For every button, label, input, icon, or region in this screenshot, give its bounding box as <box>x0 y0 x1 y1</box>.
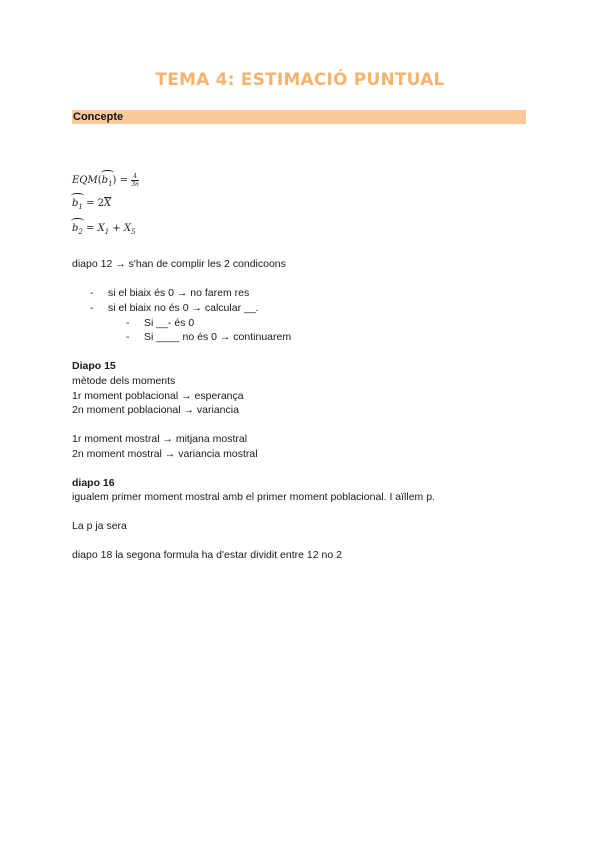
formula-plus: + X <box>112 223 132 234</box>
bullet-dash: - <box>90 302 94 314</box>
formula-b2 <box>72 223 136 236</box>
sub-bullet-item: Si ____ no és 0 → continuarem <box>144 331 292 343</box>
diapo16-heading: diapo 16 <box>72 477 115 489</box>
diapo15-line: mètode dels moments <box>72 375 176 387</box>
formula-xbar: $\overline{X}$ <box>103 198 112 209</box>
diapo16-line2: La p ja sera <box>72 520 127 532</box>
bullet-item: si el biaix és 0 → no farem res <box>108 287 250 299</box>
formula-var: b <box>72 223 79 234</box>
bullet-dash: - <box>90 287 94 299</box>
diapo15-line: 2n moment poblacional → variancia <box>72 404 239 416</box>
formula-rhs: = X <box>86 223 105 234</box>
section-heading-bar <box>72 110 526 124</box>
sub-bullet-item: Si __- és 0 <box>144 317 195 329</box>
sub-bullet-dash: - <box>126 317 130 329</box>
diapo15-line: 1r moment poblacional → esperança <box>72 390 244 402</box>
section-heading: Concepte <box>73 111 124 123</box>
diapo16-line: igualem primer moment mostral amb el primer moment poblacional. I aïllem p. <box>72 491 435 503</box>
formula-eq: = <box>119 175 129 186</box>
formula-sub: 1 <box>104 228 110 236</box>
formula-var: b <box>101 175 109 186</box>
formula-eqm-lhs: EQM <box>72 175 98 186</box>
fraction-denominator: 3n <box>131 181 139 188</box>
diapo12-line: diapo 12 → s'han de complir les 2 condicoons <box>72 258 286 270</box>
hat-b2 <box>72 223 83 236</box>
formula-rhs: = 2 <box>86 198 104 209</box>
diapo15-line: 2n moment mostral → variancia mostral <box>72 448 258 460</box>
hat-b1 <box>102 175 113 188</box>
formula-sub: 1 <box>108 180 113 188</box>
formula-b1 <box>72 198 111 211</box>
fraction <box>131 173 139 188</box>
hat-b1 <box>72 198 83 211</box>
formula-sub: 1 <box>78 203 83 211</box>
formula-var: b <box>72 198 79 209</box>
formula-sub: 2 <box>78 228 83 236</box>
formula-eqm: $EQM(b_1)$ = $\frac{4}{3n}$ <box>72 173 139 188</box>
diapo15-heading: Diapo 15 <box>72 360 116 372</box>
sub-bullet-dash: - <box>126 331 130 343</box>
diapo15-line: 1r moment mostral → mitjana mostral <box>72 433 248 445</box>
bullet-item: si el biaix no és 0 → calcular __. <box>108 302 259 314</box>
diapo18-line: diapo 18 la segona formula ha d'estar dividit entre 12 no 2 <box>72 549 342 561</box>
formula-sub: 5 <box>131 228 136 236</box>
fraction-numerator: 4 <box>133 173 137 180</box>
document-title: TEMA 4: ESTIMACIÓ PUNTUAL <box>155 70 445 90</box>
